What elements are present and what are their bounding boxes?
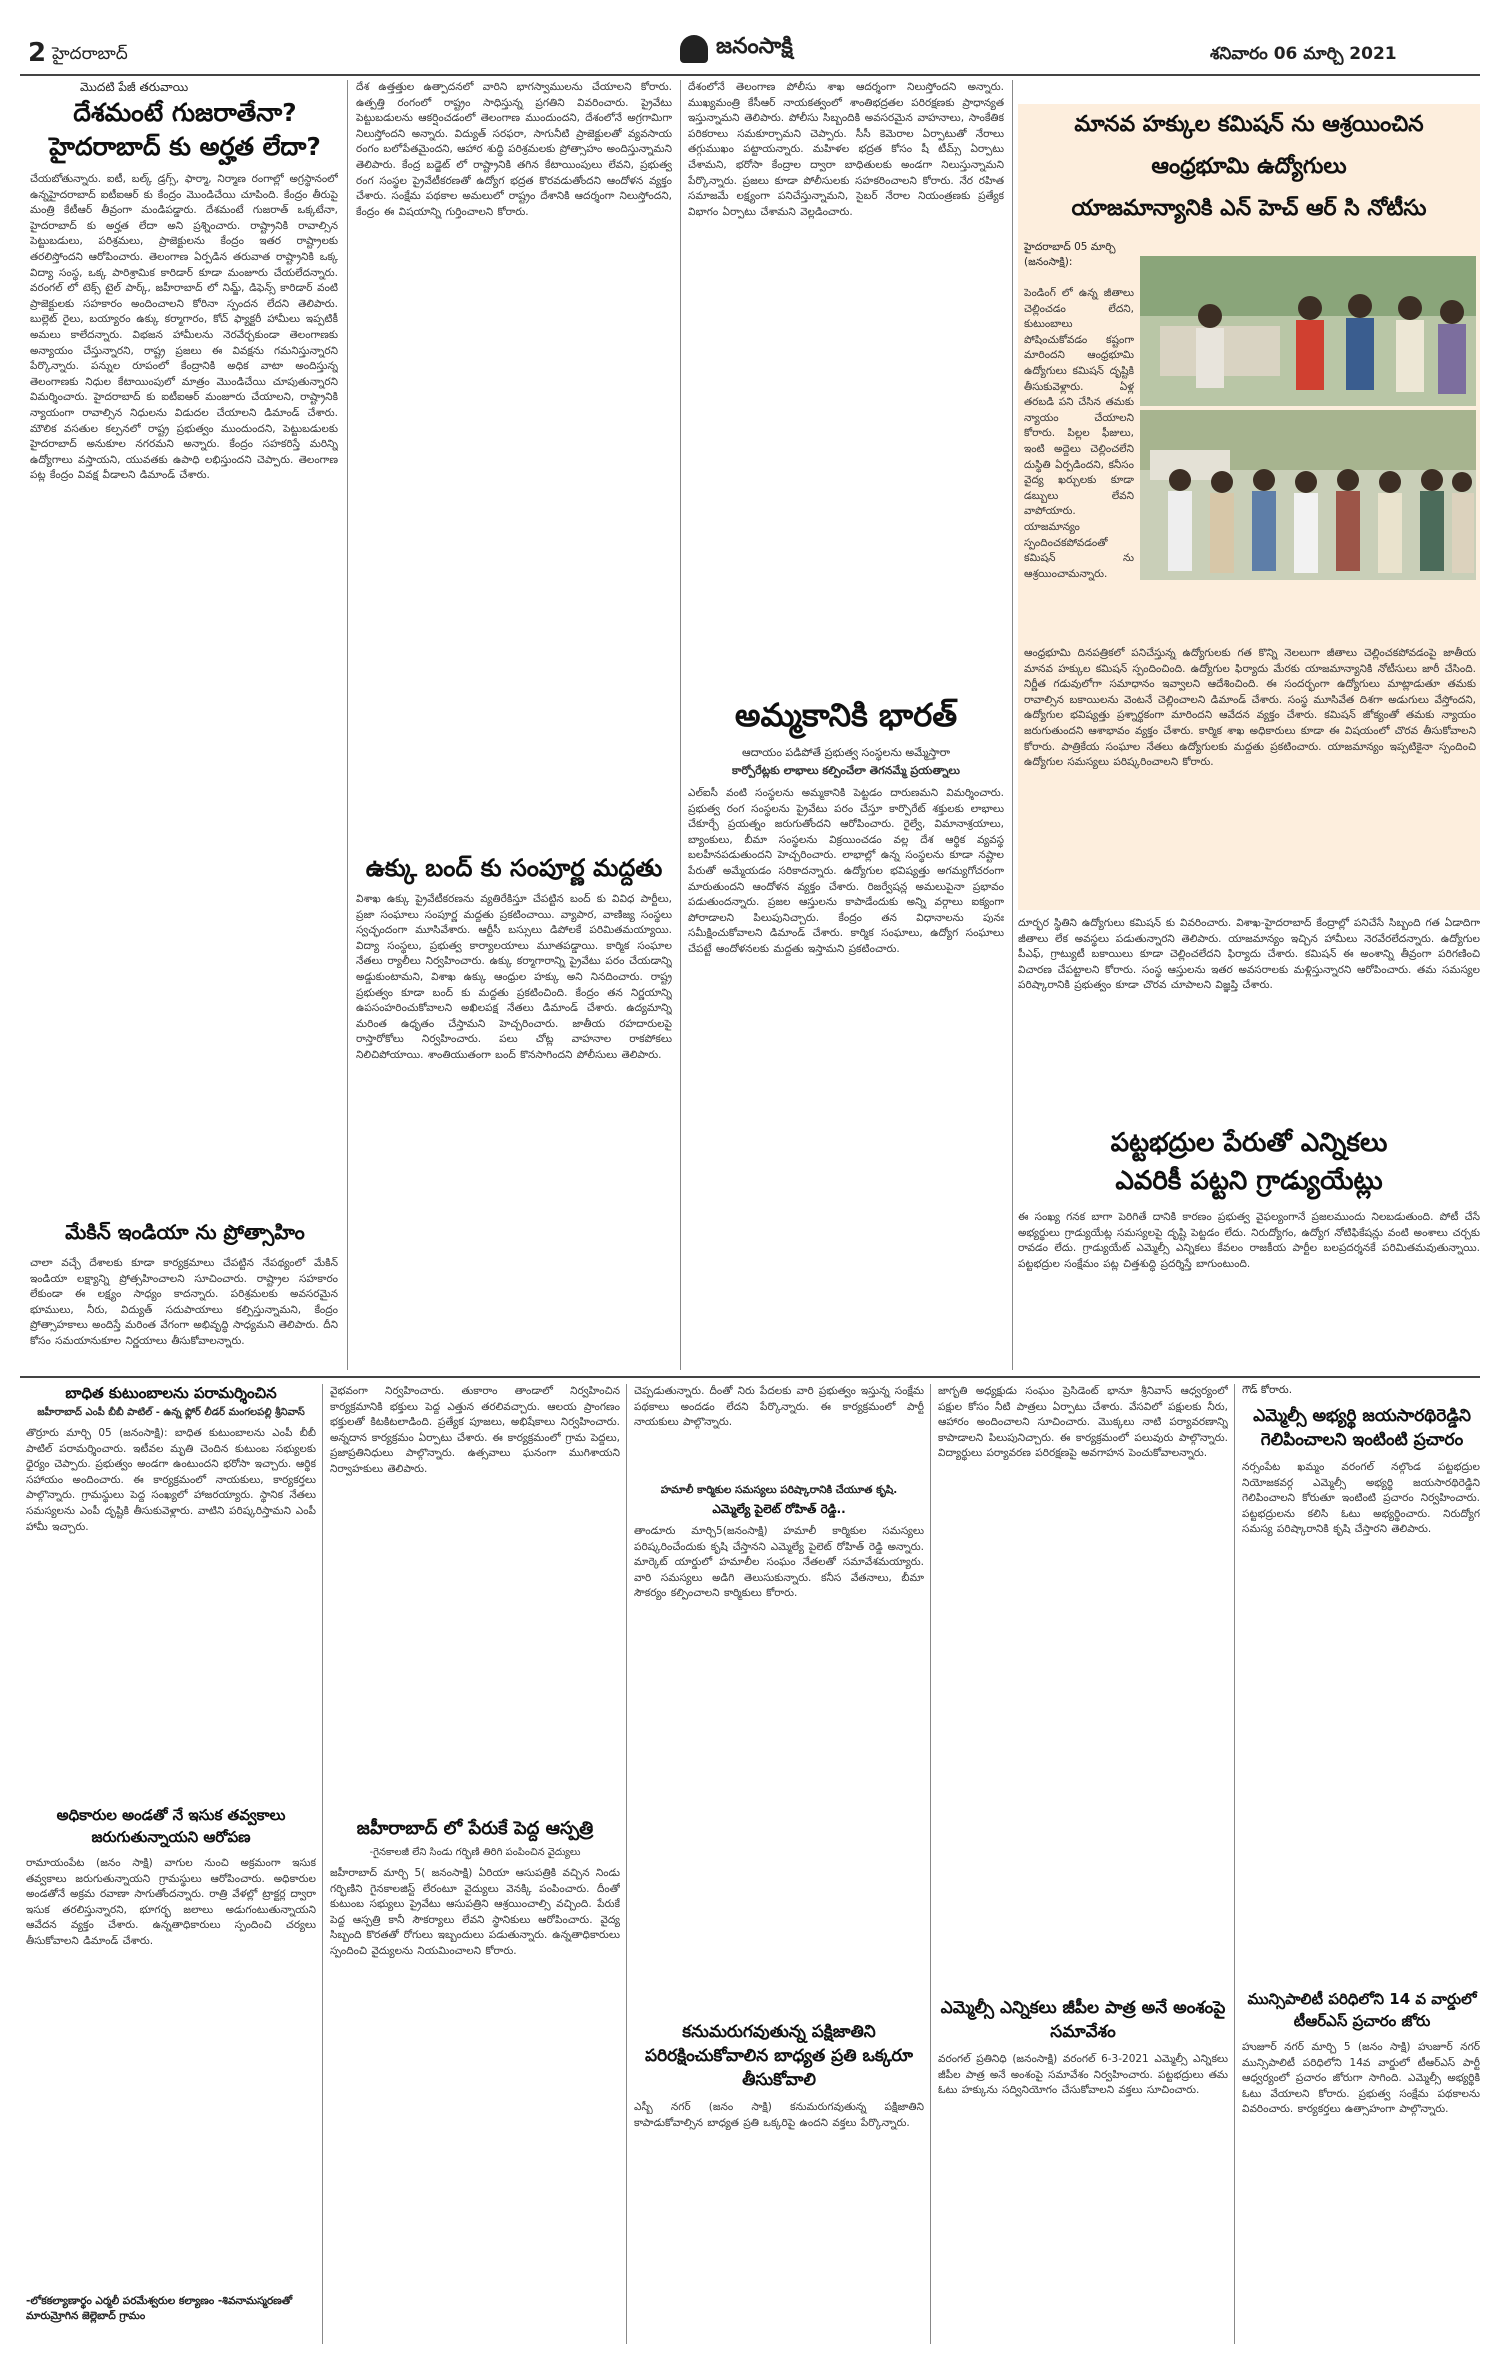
editorial-headline-2: హైదరాబాద్ కు అర్హత లేదా?	[49, 132, 321, 161]
middle-story-body: దేశ ఉత్తత్తుల ఉత్పాదనలో వారిని భాగస్వాములను చేయాలని కోరారు. ఉత్పత్తి రంగంలో రాష్ట్రం సాధిస్తున్న ప్రగతిని వివరించారు. ప్రైవేటు పెట్టుబడులను ఆకర్షించడంలో తెలంగాణ ముందుందని, దేశంలోనే అగ్రగామిగా నిలుస్తోందని అన్నారు. విద్యుత్ సరఫరా, సాగునీటి ప్రాజెక్టులతో వ్యవసాయ రంగం బలోపేతమైందని, ఆహార శుద్ధి పరిశ్రమలకు ప్రోత్సాహం అందిస్తున్నామని తెలిపారు. కేంద్ర బడ్జెట్ లో రాష్ట్రానికి తగిన కేటాయింపులు లేవని, ప్రభుత్వ రంగ సంస్థల ప్రైవేటీకరణతో ఉద్యోగ భద్రత కొరవడుతోందని ఆందోళన వ్యక్తం చేశారు. సంక్షేమ పథకాల అమలులో రాష్ట్రం దేశానికి ఆదర్శంగా నిలుస్తోందని, కేంద్రం ఈ విషయాన్ని గుర్తించాలని కోరారు.	[356, 81, 672, 218]
campaign-body: నర్సంపేట ఖమ్మం వరంగల్ నల్గొండ పట్టభద్రుల నియోజకవర్గ ఎమ్మెల్సీ అభ్యర్థి జయసారథిరెడ్డిని గెలిపించాలని కోరుతూ ఇంటింటి ప్రచారం నిర్వహించారు. పట్టభద్రులను కలిసి ఓటు అభ్యర్థించారు. నిరుద్యోగ సమస్య పరిష్కారానికి కృషి చేస్తారని తెలిపారు.	[1242, 1461, 1480, 1536]
hamali-label: హమాలీ కార్మికుల సమస్యలు పరిష్కారానికి చేయూత కృషి.	[660, 1484, 898, 1496]
hamali-headline: ఎమ్మెల్యే పైలెట్ రోహిత్ రెడ్డి..	[712, 1502, 846, 1516]
bereaved-body: తొర్రూరు మార్చి 05 (జనంసాక్షి): బాధిత కుటుంబాలను ఎంపీ బీబీ పాటిల్ పరామర్శించారు. ఇటీవల మృతి చెందిన కుటుంబ సభ్యులకు ధైర్యం చెప్పారు. ప్రభుత్వం అండగా ఉంటుందని భరోసా ఇచ్చారు. ఆర్థిక సహాయం అందించారు. ఈ కార్యక్రమంలో నాయకులు, కార్యకర్తలు పాల్గొన్నారు. గ్రామస్థులు పెద్ద సంఖ్యలో హాజరయ్యారు. స్థానిక నేతలు సమస్యలను ఎంపీ దృష్టికి తీసుకువెళ్లారు. వాటిని పరిష్కరిస్తామని ఎంపీ హామీ ఇచ్చారు.	[26, 1427, 316, 1533]
nhrc-body-beside-photo: పెండింగ్ లో ఉన్న జీతాలు చెల్లించడం లేదని, కుటుంబాలు పోషించుకోవడం కష్టంగా మారిందని ఆంధ్రభూమి ఉద్యోగులు కమిషన్ దృష్టికి తీసుకువెళ్లారు. ఏళ్ల తరబడి పని చేసిన తమకు న్యాయం చేయాలని కోరారు. పిల్లల ఫీజులు, ఇంటి అద్దెలు చెల్లించలేని దుస్థితి ఏర్పడిందని, కనీసం వైద్య ఖర్చులకు కూడా డబ్బులు లేవని వాపోయారు. యాజమాన్యం స్పందించకపోవడంతో కమిషన్ ను ఆశ్రయించామన్నారు.	[1024, 287, 1134, 580]
hamali-body: తాండూరు మార్చి5(జనంసాక్షి) హమాలీ కార్మికుల సమస్యలు పరిష్కరించేందుకు కృషి చేస్తానని ఎమ్మెల్యే పైలెట్ రోహిత్ రెడ్డి అన్నారు. మార్కెట్ యార్డులో హమాలీల సంఘం నేతలతో సమావేశమయ్యారు. వారి సమస్యలు అడిగి తెలుసుకున్నారు. కనీస వేతనాలు, బీమా సౌకర్యం కల్పించాలని కార్మికులు కోరారు.	[634, 1525, 924, 1600]
awareness-body: జాగృతి అధ్యక్షుడు సంఘం ప్రెసిడెంట్ భానూ శ్రీనివాస్ ఆధ్వర్యంలో పక్షుల కోసం నీటి పాత్రలు ఏర్పాటు చేశారు. వేసవిలో పక్షులకు నీరు, ఆహారం అందించాలని సూచించారు. మొక్కలు నాటి పర్యావరణాన్ని కాపాడాలని పిలుపునిచ్చారు. ఈ కార్యక్రమంలో పలువురు పాల్గొన్నారు. విద్యార్థులు పర్యావరణ పరిరక్షణపై అవగాహన పెంచుకోవాలన్నారు.	[938, 1385, 1228, 1460]
welfare-body: చెప్పడుతున్నారు. దీంతో నిరు పేదలకు వారి ప్రభుత్వం ఇస్తున్న సంక్షేమ పథకాలు అందడం లేదని పేర్కొన్నారు. ఈ కార్యక్రమంలో పార్టీ నాయకులు పాల్గొన్నారు.	[634, 1385, 924, 1429]
col-divider-3	[1012, 80, 1013, 1370]
nhrc-photo-bottom	[1140, 410, 1476, 580]
logo-icon	[680, 35, 708, 63]
sand-mining-body: రామాయంపేట (జనం సాక్షి) వాగుల నుంచి అక్రమంగా ఇసుక తవ్వకాలు జరుగుతున్నాయని గ్రామస్థులు ఆరోపించారు. అధికారుల అండతోనే అక్రమ రవాణా సాగుతోందన్నారు. రాత్రి వేళల్లో ట్రాక్టర్ల ద్వారా ఇసుక తరలిస్తున్నారని, భూగర్భ జలాలు అడుగంటుతున్నాయని ఆవేదన వ్యక్తం చేశారు. ఉన్నతాధికారులు స్పందించి చర్యలు తీసుకోవాలని డిమాండ్ చేశారు.	[26, 1857, 316, 1947]
for-sale-body: ఎల్ఐసీ వంటి సంస్థలను అమ్మకానికి పెట్టడం దారుణమని విమర్శించారు. ప్రభుత్వ రంగ సంస్థలను ప్రైవేటు పరం చేస్తూ కార్పొరేట్ శక్తులకు లాభాలు చేకూర్చే ప్రయత్నం జరుగుతోందని ఆరోపించారు. రైల్వే, విమానాశ్రయాలు, బ్యాంకులు, బీమా సంస్థలను విక్రయించడం వల్ల దేశ ఆర్థిక వ్యవస్థ బలహీనపడుతుందని హెచ్చరించారు. లాభాల్లో ఉన్న సంస్థలను కూడా నష్టాల పేరుతో అమ్మేయడం సరికాదన్నారు. ఉద్యోగుల భవిష్యత్తు అగమ్యగోచరంగా మారుతుందని ఆందోళన వ్యక్తం చేశారు. రిజర్వేషన్ల అమలుపైనా ప్రభావం పడుతుందన్నారు. ప్రజల ఆస్తులను కాపాడేందుకు అన్ని వర్గాలు ఐక్యంగా పోరాడాలని పిలుపునిచ్చారు. కేంద్రం తన విధానాలను పునః సమీక్షించుకోవాలని డిమాండ్ చేశారు. కార్మిక సంఘాలు, ఉద్యోగ సంఘాలు చేపట్టే ఆందోళనలకు మద్దతు ఇస్తామని ప్రకటించారు.	[688, 787, 1004, 955]
graduates-headline-1: పట్టభద్రుల పేరుతో ఎన్నికలు	[1110, 1128, 1388, 1158]
hospital-subhead: -గైనకాలజీ లేని సిండు గర్భిణి తిరిగి పంపించిన వైద్యులు	[369, 1847, 581, 1858]
nhrc-photo-top	[1140, 256, 1476, 406]
hospital-body: జహీరాబాద్ మార్చి 5( జనంసాక్షి) ఏరియా ఆసుపత్రికి వచ్చిన నిండు గర్భిణిని గైనకాలజిస్ట్ లేరంటూ వైద్యులు వెనక్కి పంపించారు. దీంతో కుటుంబ సభ్యులు ప్రైవేటు ఆసుపత్రిని ఆశ్రయించాల్సి వచ్చింది. పేరుకే పెద్ద ఆస్పత్రి కానీ సౌకర్యాలు లేవని స్థానికులు ఆరోపించారు. వైద్య సిబ్బంది కొరతతో రోగులు ఇబ్బందులు పడుతున్నారు. ఉన్నతాధికారులు స్పందించి వైద్యులను నియమించాలని కోరారు.	[330, 1867, 620, 1957]
for-sale-headline: అమ్మకానికి భారత్	[734, 696, 958, 734]
bottom-divider-3	[930, 1384, 931, 2344]
ward-campaign-headline: మున్సిపాలిటీ పరిధిలోని 14 వ వార్డులో టీఆర్ఎస్ ప్రచారం జోరు	[1247, 1990, 1477, 2030]
for-sale-subhead-1: ఆదాయం పడిపోతే ప్రభుత్వ సంస్థలను అమ్మేస్తారా	[741, 746, 951, 759]
ward-campaign-body: హుజూర్ నగర్ మార్చి 5 (జనం సాక్షి) హుజూర్ నగర్ మున్సిపాలిటీ పరిధిలోని 14వ వార్డులో టీఆర్ఎస్ పార్టీ ఆధ్వర్యంలో ప్రచారం జోరుగా సాగింది. ఎమ్మెల్సీ అభ్యర్థికి ఓటు వేయాలని కోరారు. ప్రభుత్వ సంక్షేమ పథకాలను వివరించారు. కార్యకర్తలు ఉత్సాహంగా పాల్గొన్నారు.	[1242, 2041, 1480, 2116]
ritual-body: వైభవంగా నిర్వహించారు. తుకారాం తాండాలో నిర్వహించిన కార్యక్రమానికి భక్తులు పెద్ద ఎత్తున తరలివచ్చారు. ఆలయ ప్రాంగణం భక్తులతో కిటకిటలాడింది. ప్రత్యేక పూజలు, అభిషేకాలు నిర్వహించారు. అన్నదాన కార్యక్రమం ఏర్పాటు చేశారు. ఈ కార్యక్రమంలో గ్రామ పెద్దలు, ప్రజాప్రతినిధులు పాల్గొన్నారు. ఉత్సవాలు ఘనంగా ముగిశాయని నిర్వాహకులు తెలిపారు.	[330, 1385, 620, 1475]
make-in-india-body: చాలా వచ్చే దేశాలకు కూడా కార్యక్రమాలు చేపట్టిన నేపథ్యంలో మేకిన్ ఇండియా లక్ష్యాన్ని ప్రోత్సహించాలని సూచించారు. రాష్ట్రాల సహకారం లేకుండా ఈ లక్ష్యం సాధ్యం కాదన్నారు. పరిశ్రమలకు అవసరమైన భూములు, నీరు, విద్యుత్ సదుపాయాలు కల్పిస్తున్నామని, కేంద్రం ప్రోత్సాహకాలు అందిస్తే మరింత వేగంగా అభివృద్ధి సాధ్యమని తెలిపారు. దీని కోసం సమయానుకూల నిర్ణయాలు తీసుకోవాలన్నారు.	[30, 1257, 338, 1347]
page-number: 2	[28, 38, 47, 68]
nhrc-body: ఆంధ్రభూమి దినపత్రికలో పనిచేస్తున్న ఉద్యోగులకు గత కొన్ని నెలలుగా జీతాలు చెల్లించకపోవడంపై జాతీయ మానవ హక్కుల కమిషన్ స్పందించింది. ఉద్యోగుల ఫిర్యాదు మేరకు యాజమాన్యానికి నోటీసులు జారీ చేసింది. నిర్ణీత గడువులోగా సమాధానం ఇవ్వాలని ఆదేశించింది. ఈ సందర్భంగా ఉద్యోగులు మాట్లాడుతూ తమకు రావాల్సిన బకాయిలను వెంటనే చెల్లించాలని డిమాండ్ చేశారు. సంస్థ మూసివేత దిశగా అడుగులు వేస్తోందని, ఉద్యోగుల భవిష్యత్తు ప్రశ్నార్థకంగా మారిందని ఆవేదన వ్యక్తం చేశారు. కమిషన్ జోక్యంతో తమకు న్యాయం జరుగుతుందని ఆశాభావం వ్యక్తం చేశారు. కార్మిక శాఖ అధికారులు కూడా ఈ విషయంలో చొరవ తీసుకోవాలని కోరారు. పాత్రికేయ సంఘాల నేతలు ఉద్యోగులకు మద్దతు ప్రకటించారు. యాజమాన్యం ఇప్పటికైనా స్పందించి ఉద్యోగుల సమస్యలు పరిష్కరించాలని కోరారు.	[1024, 647, 1476, 769]
right-col-body: దూర్భర స్థితిని ఉద్యోగులు కమిషన్ కు వివరించారు. విశాఖ-హైదరాబాద్ కేంద్రాల్లో పనిచేసే సిబ్బంది గత ఏడాదిగా జీతాలు లేక అవస్థలు పడుతున్నారని తెలిపారు. యాజమాన్యం ఇచ్చిన హామీలు నెరవేరలేదన్నారు. ఉద్యోగుల పీఎఫ్, గ్రాట్యుటీ బకాయిలు కూడా చెల్లించలేదని ఫిర్యాదు చేశారు. కమిషన్ ఈ అంశాన్ని తీవ్రంగా పరిగణించి విచారణ చేపట్టాలని కోరారు. సంస్థ ఆస్తులను ఇతర అవసరాలకు మళ్లిస్తున్నారని ఆరోపించారు. తమ సమస్యల పరిష్కారానికి ప్రభుత్వం కూడా చొరవ చూపాలని విజ్ఞప్తి చేశారు.	[1018, 917, 1480, 992]
nhrc-dateline: హైదరాబాద్ 05 మార్చి (జనంసాక్షి):	[1024, 241, 1116, 268]
bereaved-subhead: జహీరాబాద్ ఎంపీ బీబీ పాటిల్ - ఉన్న ఫ్లోర్ లీడర్ మంగలపల్లి శ్రీనివాస్	[37, 1407, 305, 1418]
bottom-divider-2	[626, 1384, 627, 2344]
make-in-india-headline: మేకిన్ ఇండియా ను ప్రోత్సాహిం	[65, 1220, 305, 1244]
birds-body: ఎస్బీ నగర్ (జనం సాక్షి) కనుమరుగవుతున్న పక్షిజాతిని కాపాడుకోవాల్సిన బాధ్యత ప్రతి ఒక్కరిపై ఉందని వక్తలు పేర్కొన్నారు.	[634, 2101, 924, 2129]
editorial-body: చేయబోతున్నారు. ఐటీ, బల్క్ డ్రగ్స్, ఫార్మా, నిర్మాణ రంగాల్లో అగ్రస్థానంలో ఉన్నహైదరాబాద్ ఐటీఐఆర్ కు కేంద్రం మొండిచేయి చూపింది. కేంద్రం తీరుపై మంత్రి కేటీఆర్ తీవ్రంగా మండిపడ్డారు. దేశమంటే గుజరాత్ ఒక్కటేనా, హైదరాబాద్ కు అర్హత లేదా అని ప్రశ్నించారు. రాష్ట్రానికి రావాల్సిన పెట్టుబడులు, పరిశ్రమలు, ప్రాజెక్టులను కేంద్రం ఇతర రాష్ట్రాలకు తరలిస్తోందని ఆరోపించారు. తెలంగాణ ఏర్పడిన తరువాత రాష్ట్రానికి ఒక్క విద్యా సంస్థ, ఒక్క పారిశ్రామిక కారిడార్ కూడా మంజూరు చేయలేదన్నారు. వరంగల్ లో టెక్స్ టైల్ పార్క్, జహీరాబాద్ లో నిమ్జ్, డిఫెన్స్ కారిడార్ వంటి ప్రాజెక్టులకు సహకారం అందించాలని కోరినా స్పందన లేదని తెలిపారు. బుల్లెట్ రైలు, బయ్యారం ఉక్కు కర్మాగారం, కోచ్ ఫ్యాక్టరీ హామీలు ఇప్పటికీ అమలు కాలేదన్నారు. విభజన హామీలను నెరవేర్చకుండా తెలంగాణకు అన్యాయం చేస్తున్నారని, రాష్ట్ర ప్రజలు ఈ వివక్షను గమనిస్తున్నారని పేర్కొన్నారు. పన్నుల రూపంలో కేంద్రానికి అధిక వాటా అందిస్తున్న తెలంగాణకు నిధుల కేటాయింపులో మాత్రం మొండిచేయి చూపుతున్నారని విమర్శించారు. హైదరాబాద్ కు ఐటీఐఆర్ మంజూరు చేయాలని, రాష్ట్రానికి న్యాయంగా రావాల్సిన నిధులను విడుదల చేయాలని డిమాండ్ చేశారు. మౌలిక వసతుల కల్పనలో రాష్ట్ర ప్రభుత్వం ముందుందని, పెట్టుబడులకు హైదరాబాద్ అనుకూల నగరమని అన్నారు. కేంద్రం సహకరిస్తే మరిన్ని ఉద్యోగాలు వస్తాయని, యువతకు ఉపాధి లభిస్తుందని చెప్పారు. తెలంగాణ పట్ల కేంద్రం వివక్ష వీడాలని డిమాండ్ చేశారు.	[30, 173, 338, 482]
brand-logo	[680, 34, 793, 64]
kalyanam-footer: -లోకకల్యాణార్థం ఎర్మలీ పరమేశ్వరుల కల్యాణం -శివనామస్మరణతో మారుమ్రోగిన జెల్లెబాద్ గ్రామం	[26, 2295, 293, 2322]
police-story-body: దేశంలోనే తెలంగాణ పోలీసు శాఖ ఆదర్శంగా నిలుస్తోందని అన్నారు. ముఖ్యమంత్రి కేసీఆర్ నాయకత్వంలో శాంతిభద్రతల పరిరక్షణకు ప్రాధాన్యత ఇస్తున్నామని తెలిపారు. పోలీసు సిబ్బందికి అవసరమైన వాహనాలు, సాంకేతిక పరికరాలు సమకూర్చామని చెప్పారు. సీసీ కెమెరాల ఏర్పాటుతో నేరాలు తగ్గుముఖం పట్టాయన్నారు. మహిళల భద్రత కోసం షీ టీమ్స్ ఏర్పాటు చేశామని, భరోసా కేంద్రాల ద్వారా బాధితులకు అండగా నిలుస్తున్నామని పేర్కొన్నారు. ప్రజలు కూడా పోలీసులకు సహకరించాలని కోరారు. నేర రహిత సమాజమే లక్ష్యంగా పనిచేస్తున్నామని, సైబర్ నేరాల నియంత్రణకు ప్రత్యేక విభాగం ఏర్పాటు చేశామని వెల్లడించారు.	[688, 81, 1004, 218]
hospital-headline: జహీరాబాద్ లో పేరుకే పెద్ద ఆస్పత్రి	[356, 1818, 594, 1839]
mlc-meeting-headline: ఎమ్మెల్సీ ఎన్నికలు జీపీల పాత్ర అనే అంశంపై సమావేశం	[940, 1998, 1226, 2042]
bereaved-headline: బాధిత కుటుంబాలను పరామర్శించిన	[65, 1384, 277, 1402]
masthead-rule	[20, 74, 1480, 76]
birds-headline: కనుమరుగవుతున్న పక్షిజాతిని పరిరక్షించుకోవాలిన బాధ్యత ప్రతి ఒక్కరూ తీసుకోవాలి	[644, 2022, 913, 2090]
col-divider-1	[347, 80, 348, 1370]
bottom-divider-4	[1234, 1384, 1235, 2344]
col-divider-2	[680, 80, 681, 1370]
steel-bandh-headline: ఉక్కు బంద్ కు సంపూర్ణ మద్దతు	[365, 854, 663, 882]
section-name: హైదరాబాద్	[52, 44, 128, 64]
bottom-section-rule	[20, 1376, 1480, 1378]
col5-label: గౌడ్ కోరారు.	[1242, 1384, 1293, 1396]
graduates-headline-2: ఎవరికీ పట్టని గ్రాడ్యుయేట్లు	[1115, 1166, 1383, 1196]
for-sale-subhead-2: కార్పోరేట్లకు లాభాలు కల్పించేలా తెగనమ్మే ప్రయత్నాలు	[731, 764, 960, 777]
steel-bandh-body: విశాఖ ఉక్కు ప్రైవేటీకరణను వ్యతిరేకిస్తూ చేపట్టిన బంద్ కు వివిధ పార్టీలు, ప్రజా సంఘాలు సంపూర్ణ మద్దతు ప్రకటించాయి. వ్యాపార, వాణిజ్య సంస్థలు స్వచ్ఛందంగా మూసివేశారు. ఆర్టీసీ బస్సులు డిపోలకే పరిమితమయ్యాయి. విద్యా సంస్థలు, ప్రభుత్వ కార్యాలయాలు మూతపడ్డాయి. కార్మిక సంఘాల నేతలు ర్యాలీలు నిర్వహించారు. ఉక్కు కర్మాగారాన్ని ప్రైవేటు పరం చేయడాన్ని అడ్డుకుంటామని, విశాఖ ఉక్కు ఆంధ్రుల హక్కు అని నినదించారు. రాష్ట్ర ప్రభుత్వం కూడా బంద్ కు మద్దతు ప్రకటించింది. కేంద్రం తన నిర్ణయాన్ని ఉపసంహరించుకోవాలని అఖిలపక్ష నేతలు డిమాండ్ చేశారు. ఉద్యమాన్ని మరింత ఉధృతం చేస్తామని హెచ్చరించారు. జాతీయ రహదారులపై రాస్తారోకోలు నిర్వహించారు. పలు చోట్ల వాహనాల రాకపోకలు నిలిచిపోయాయి. శాంతియుతంగా బంద్ కొనసాగిందని పోలీసులు తెలిపారు.	[356, 893, 672, 1061]
brand-name: జనంసాక్షి	[716, 34, 793, 59]
editorial-headline-1: దేశమంటే గుజరాతేనా?	[73, 98, 297, 127]
nhrc-headline-3: యాజమాన్యానికి ఎన్ హెచ్ ఆర్ సి నోటీసు	[1071, 196, 1427, 221]
issue-date: శనివారం 06 మార్చి 2021	[1210, 44, 1397, 64]
bottom-divider-1	[322, 1384, 323, 2344]
mlc-meeting-body: వరంగల్ ప్రతినిధి (జనంసాక్షి) వరంగల్ 6-3-2021 ఎమ్మెల్సీ ఎన్నికలు జీపీల పాత్ర అనే అంశంపై సమావేశం నిర్వహించారు. పట్టభద్రులు తమ ఓటు హక్కును సద్వినియోగం చేసుకోవాలని వక్తలు సూచించారు.	[938, 2053, 1228, 2097]
nhrc-headline-1: మానవ హక్కుల కమిషన్ ను ఆశ్రయించిన	[1074, 112, 1424, 137]
sand-mining-headline: అధికారుల అండతో నే ఇసుక తవ్వకాలు జరుగుతున్నాయని ఆరోపణ	[56, 1806, 286, 1846]
editorial-label: మొదటి పేజీ తరువాయి	[80, 80, 189, 94]
nhrc-headline-2: ఆంధ్రభూమి ఉద్యోగులు	[1151, 154, 1347, 179]
graduates-body: ఈ సంఖ్య గనక బాగా పెరిగితే దానికి కారణం ప్రభుత్వ వైఫల్యంగానే ప్రజలముందు నిలబడుతుంది. పోటీ చేసే అభ్యర్థులు గ్రాడ్యుయేట్ల సమస్యలపై దృష్టి పెట్టడం లేదు. నిరుద్యోగం, ఉద్యోగ నోటిఫికేషన్లు వంటి అంశాలు చర్చకు రావడం లేదు. గ్రాడ్యుయేట్ ఎమ్మెల్సీ ఎన్నికలు కేవలం రాజకీయ పార్టీల బలప్రదర్శనకే పరిమితమవుతున్నాయి. పట్టభద్రుల సంక్షేమం పట్ల చిత్తశుద్ధి ప్రదర్శిస్తే బాగుంటుంది.	[1018, 1211, 1480, 1270]
campaign-headline: ఎమ్మెల్సీ అభ్యర్థి జయసారథిరెడ్డిని గెలిపించాలని ఇంటింటి ప్రచారం	[1253, 1406, 1471, 1450]
